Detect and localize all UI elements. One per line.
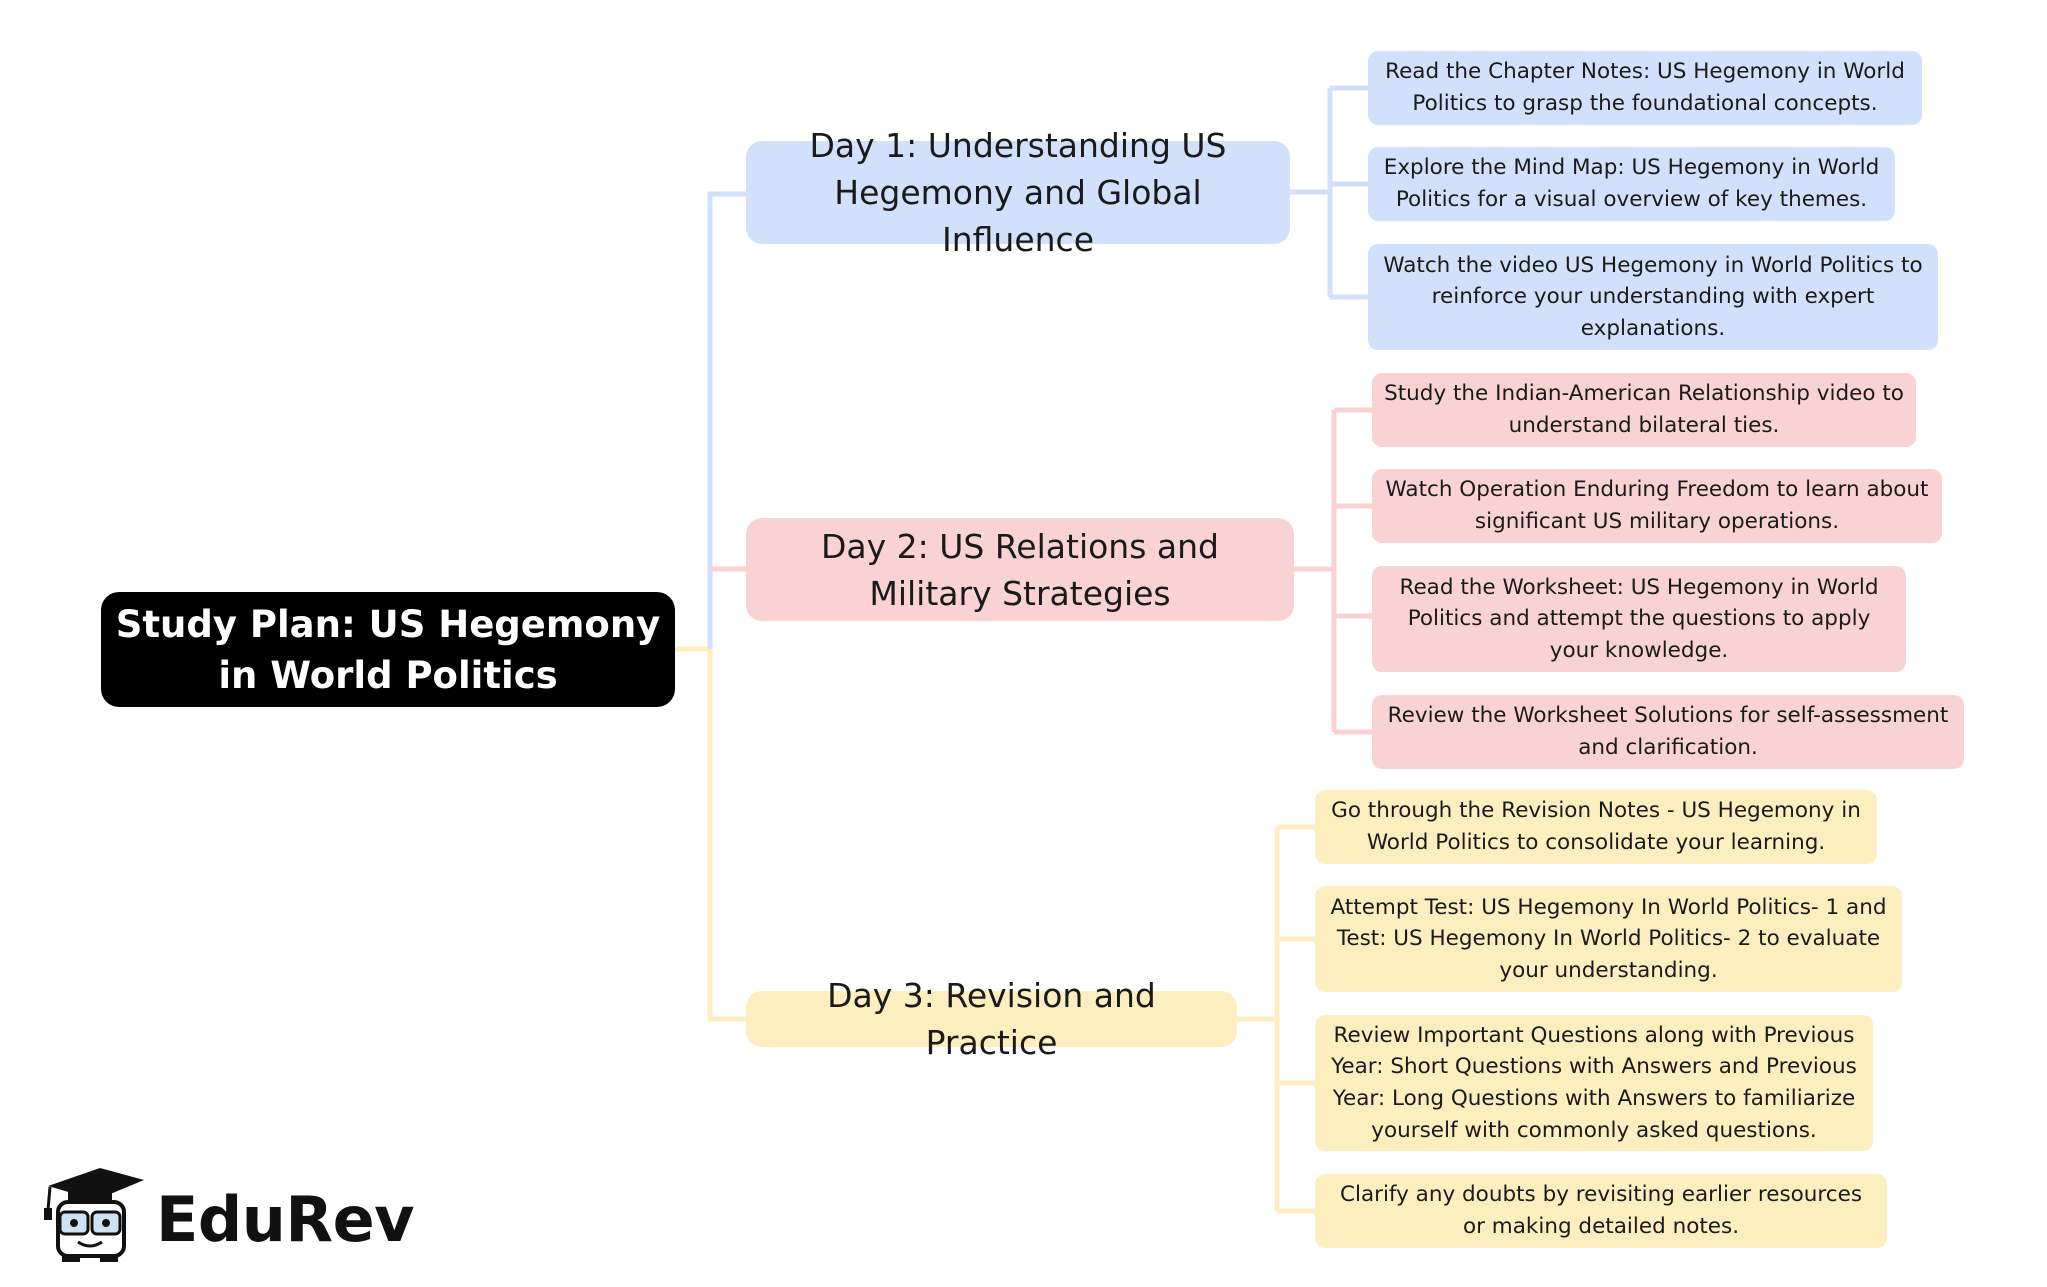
day-2-node: Day 2: US Relations and Military Strategies <box>746 518 1294 621</box>
day-1-task-1: Read the Chapter Notes: US Hegemony in World Politics to grasp the foundational concepts. <box>1368 51 1922 125</box>
day-2-task-3: Read the Worksheet: US Hegemony in World Politics and attempt the questions to apply your knowledge. <box>1372 566 1906 672</box>
logo-text: EduRev <box>156 1183 415 1256</box>
day-3-task-2: Attempt Test: US Hegemony In World Politics- 1 and Test: US Hegemony In World Politics- 2 to evaluate your understanding. <box>1315 886 1902 992</box>
day-1-task-3: Watch the video US Hegemony in World Politics to reinforce your understanding with expert explanations. <box>1368 244 1938 350</box>
day-1-task-2: Explore the Mind Map: US Hegemony in World Politics for a visual overview of key themes. <box>1368 147 1895 221</box>
root-node: Study Plan: US Hegemony in World Politics <box>101 592 675 707</box>
day-3-task-3: Review Important Questions along with Previous Year: Short Questions with Answers and Previous Year: Long Questions with Answers to familiarize yourself with commonly asked questions. <box>1315 1015 1873 1151</box>
day-3-task-4: Clarify any doubts by revisiting earlier resources or making detailed notes. <box>1315 1174 1887 1248</box>
day-3-node: Day 3: Revision and Practice <box>746 991 1237 1047</box>
day-2-task-1: Study the Indian-American Relationship video to understand bilateral ties. <box>1372 373 1916 447</box>
graduation-cap-owl-icon <box>40 1168 150 1268</box>
day-1-node: Day 1: Understanding US Hegemony and Global Influence <box>746 141 1290 244</box>
day-2-task-4: Review the Worksheet Solutions for self-assessment and clarification. <box>1372 695 1964 769</box>
day-3-task-1: Go through the Revision Notes - US Hegemony in World Politics to consolidate your learning. <box>1315 790 1877 864</box>
day-2-task-2: Watch Operation Enduring Freedom to learn about significant US military operations. <box>1372 469 1942 543</box>
